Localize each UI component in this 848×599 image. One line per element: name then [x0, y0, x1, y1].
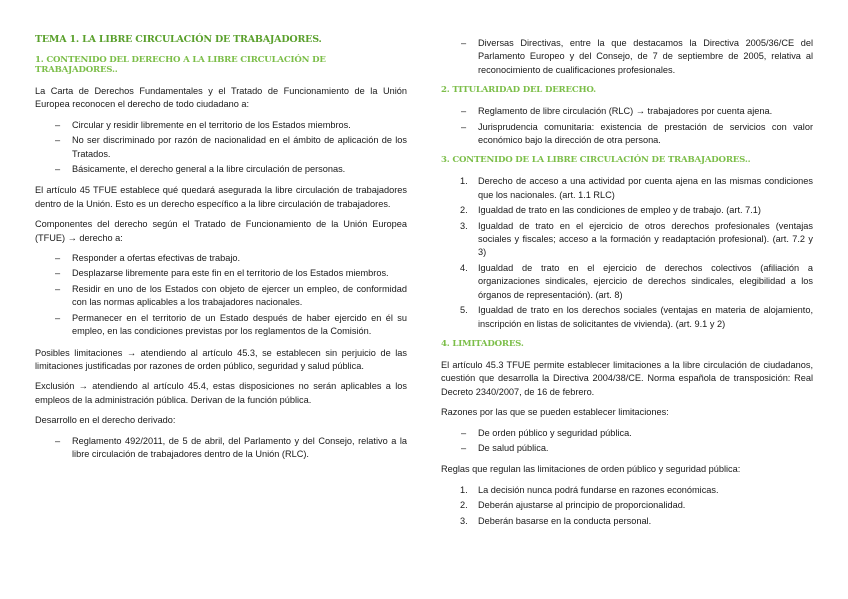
bullet-list [441, 37, 813, 77]
list-item: – De orden público y seguridad pública. [461, 427, 632, 438]
list-item: – Jurisprudencia comunitaria: existencia de prestación de servicios con valor económico bajo la dirección de otra persona. [461, 121, 813, 146]
numbered-list [441, 175, 813, 330]
right-column [441, 37, 813, 536]
list-item: – De salud pública. [461, 442, 549, 453]
paragraph: Componentes del derecho según el Tratado de Funcionamiento de la Unión Europea (TFUE) → derecho a: [35, 219, 407, 243]
section-heading-contenido: 1. CONTENIDO DEL DERECHO A LA LIBRE CIRCULACIÓN DE TRABAJADORES.. [35, 55, 326, 75]
list-item: – Desplazarse libremente para este fin en el territorio de los Estados miembros. [55, 268, 389, 279]
section-heading-limitadores: 4. LIMITADORES. [441, 338, 524, 349]
list-item: – Residir en uno de los Estados con objeto de ejercer un empleo, de conformidad con las normas aplicables a los trabajadores nacionales. [55, 283, 407, 308]
list-item: – Diversas Directivas, entre la que destacamos la Directiva 2005/36/CE del Parlamento Europeo y del Consejo, de 7 de septiembre de 2005, relativa al reconocimiento de cualificaciones profesionales. [461, 38, 813, 75]
document-title: TEMA 1. LA LIBRE CIRCULACIÓN DE TRABAJADORES. [35, 34, 322, 45]
list-item: 1. La decisión nunca podrá fundarse en razones económicas. [460, 484, 719, 495]
list-item: 2. Igualdad de trato en las condiciones de empleo y de trabajo. (art. 7.1) [460, 205, 761, 216]
paragraph: La Carta de Derechos Fundamentales y el Tratado de Funcionamiento de la Unión Europea reconocen el derecho de todo ciudadano a: [35, 86, 407, 110]
list-item: 1. Derecho de acceso a una actividad por cuenta ajena en las mismas condiciones que los nacionales. (art. 1.1 RLC) [460, 176, 813, 200]
section-heading-contenido-libre-circulacion: 3. CONTENIDO DE LA LIBRE CIRCULACIÓN DE TRABAJADORES.. [441, 155, 751, 166]
list-item: – Básicamente, el derecho general a la libre circulación de personas. [55, 164, 346, 175]
list-item: 5. Igualdad de trato en los derechos sociales (ventajas en materia de alojamiento, inscripción en listas de solicitantes de vivienda). (art. 9.1 y 2) [460, 305, 813, 329]
list-item: – Reglamento de libre circulación (RLC) → trabajadores por cuenta ajena. [461, 106, 773, 117]
bullet-list [441, 427, 813, 456]
paragraph: Desarrollo en el derecho derivado: [35, 415, 176, 426]
list-item: 4. Igualdad de trato en el ejercicio de derechos colectivos (afiliación a organizaciones sindicales, ejercicio de derechos sindicales, elegibilidad a los órganos de representación). (art. 8) [460, 262, 813, 300]
list-item: 2. Deberán ajustarse al principio de proporcionalidad. [460, 500, 686, 511]
paragraph: El artículo 45.3 TFUE permite establecer limitaciones a la libre circulación de ciudadanos, cuestión que desarrolla la Directiva 2004/38/CE. Norma española de transposición: Real Decreto 2340/2007, de 16 de febrero. [441, 359, 813, 397]
paragraph: Razones por las que se pueden establecer limitaciones: [441, 407, 669, 418]
section-heading-titularidad: 2. TITULARIDAD DEL DERECHO. [441, 85, 596, 96]
numbered-list [441, 484, 813, 528]
list-item: 3. Igualdad de trato en el ejercicio de otros derechos profesionales (ventajas sociales y fiscales; acceso a la formación y readaptación profesional). (art. 7.2 y 3) [460, 220, 813, 258]
bullet-list [441, 105, 813, 147]
paragraph: El artículo 45 TFUE establece qué quedará asegurada la libre circulación de trabajadores dentro de la Unión. Esto es un derecho específico a la libre circulación de trabajadores. [35, 185, 407, 209]
paragraph: Posibles limitaciones → atendiendo al artículo 45.3, se establecen sin perjuicio de las limitaciones justificadas por razones de orden público, seguridad y salud pública. [35, 347, 407, 371]
left-column [35, 34, 407, 469]
list-item: – Permanecer en el territorio de un Estado después de haber ejercido en él su empleo, en las condiciones previstas por los reglamentos de la Comisión. [55, 312, 407, 337]
bullet-list [35, 119, 407, 177]
list-item: – Reglamento 492/2011, de 5 de abril, del Parlamento y del Consejo, relativo a la libre circulación de trabajadores dentro de la Unión (RLC). [55, 435, 407, 459]
list-item: – Responder a ofertas efectivas de trabajo. [55, 253, 241, 264]
list-item: – Circular y residir libremente en el territorio de los Estados miembros. [55, 119, 351, 130]
bullet-list [35, 435, 407, 462]
list-item: 3. Deberán basarse en la conducta personal. [460, 515, 652, 526]
list-item: – No ser discriminado por razón de nacionalidad en el ámbito de aplicación de los Tratados. [55, 135, 407, 159]
paragraph: Reglas que regulan las limitaciones de orden público y seguridad pública: [441, 464, 741, 475]
bullet-list [35, 252, 407, 338]
paragraph: Exclusión → atendiendo al artículo 45.4, estas disposiciones no serán aplicables a los empleos de la administración pública. Derivan de la función pública. [35, 381, 407, 405]
